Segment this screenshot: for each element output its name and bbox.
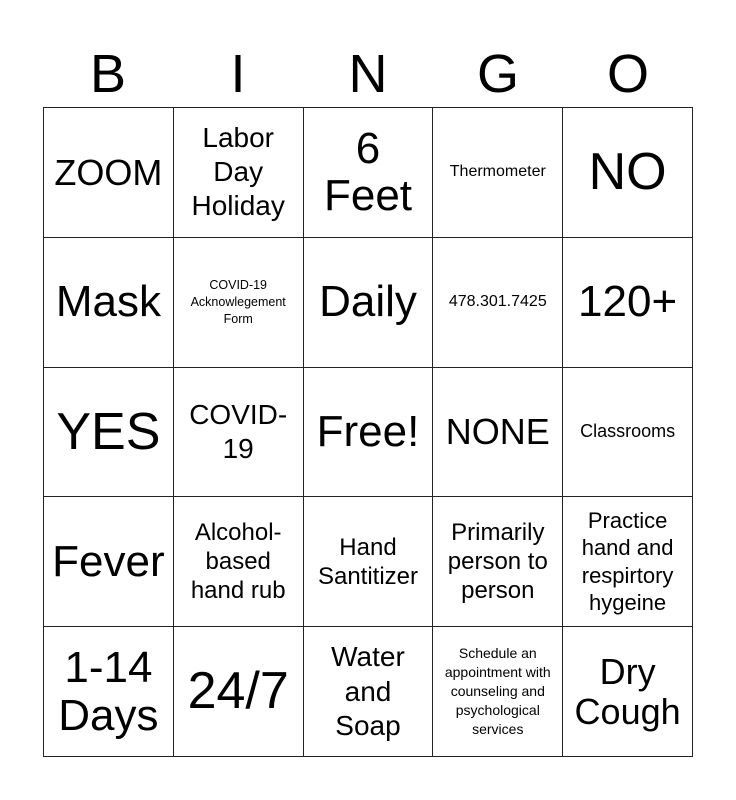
bingo-cell[interactable] — [304, 238, 434, 368]
bingo-cell[interactable] — [304, 368, 434, 498]
cell-text: Practice hand and respirtory hygeine — [581, 507, 674, 616]
header-letter-n: N — [348, 44, 388, 104]
cell-text: Daily — [319, 277, 417, 327]
cell-text: 6 Feet — [323, 123, 413, 221]
cell-text: Labor Day Holiday — [191, 122, 285, 222]
cell-text: 1-14 Days — [58, 643, 159, 740]
cell-text: Fever — [52, 537, 165, 587]
bingo-cell[interactable] — [44, 108, 174, 238]
bingo-cell[interactable] — [433, 368, 563, 498]
bingo-cell[interactable] — [563, 497, 693, 627]
bingo-cell[interactable] — [174, 238, 304, 368]
bingo-cell[interactable] — [563, 368, 693, 498]
cell-text: COVID-19 — [189, 398, 288, 464]
bingo-cell[interactable] — [563, 108, 693, 238]
bingo-cell[interactable] — [44, 627, 174, 757]
cell-text: Classrooms — [580, 421, 676, 442]
cell-text: COVID-19 Acknowlegement Form — [190, 277, 286, 326]
bingo-cell[interactable] — [304, 627, 434, 757]
header-letter-o: O — [606, 44, 649, 104]
bingo-cell[interactable] — [304, 108, 434, 238]
cell-text: Dry Cough — [574, 651, 681, 732]
bingo-cell[interactable] — [174, 627, 304, 757]
cell-text: Hand Santitizer — [317, 533, 419, 590]
header-letter-b: B — [89, 44, 127, 104]
cell-text: 24/7 — [187, 662, 289, 721]
cell-text: Primarily person to person — [447, 518, 548, 605]
cell-text: Thermometer — [449, 163, 546, 180]
cell-text: Water and Soap — [331, 641, 405, 741]
bingo-card-grid — [43, 107, 693, 757]
bingo-cell[interactable] — [433, 497, 563, 627]
bingo-cell[interactable] — [44, 238, 174, 368]
cell-text: Free! — [316, 407, 420, 457]
cell-text: Schedule an appointment with counseling and psychological services — [444, 645, 551, 737]
cell-text: 120+ — [578, 277, 678, 327]
header-letter-g: G — [476, 44, 519, 104]
bingo-cell[interactable] — [563, 238, 693, 368]
bingo-cell[interactable] — [44, 497, 174, 627]
cell-text: Alcohol-based hand rub — [190, 518, 286, 605]
cell-text: Mask — [55, 277, 161, 327]
cell-text: ZOOM — [54, 151, 163, 193]
bingo-cell[interactable] — [563, 627, 693, 757]
bingo-cell[interactable] — [174, 108, 304, 238]
bingo-cell[interactable] — [433, 627, 563, 757]
cell-text: NONE — [445, 411, 550, 453]
bingo-cell[interactable] — [433, 108, 563, 238]
cell-text: NO — [588, 143, 667, 202]
cell-text: YES — [56, 402, 161, 461]
bingo-cell[interactable] — [174, 368, 304, 498]
bingo-cell[interactable] — [433, 238, 563, 368]
bingo-header — [43, 42, 693, 106]
cell-text: 478.301.7425 — [448, 292, 547, 310]
bingo-cell[interactable] — [44, 368, 174, 498]
bingo-cell[interactable] — [174, 497, 304, 627]
bingo-cell[interactable] — [304, 497, 434, 627]
header-letter-i: I — [230, 44, 246, 104]
